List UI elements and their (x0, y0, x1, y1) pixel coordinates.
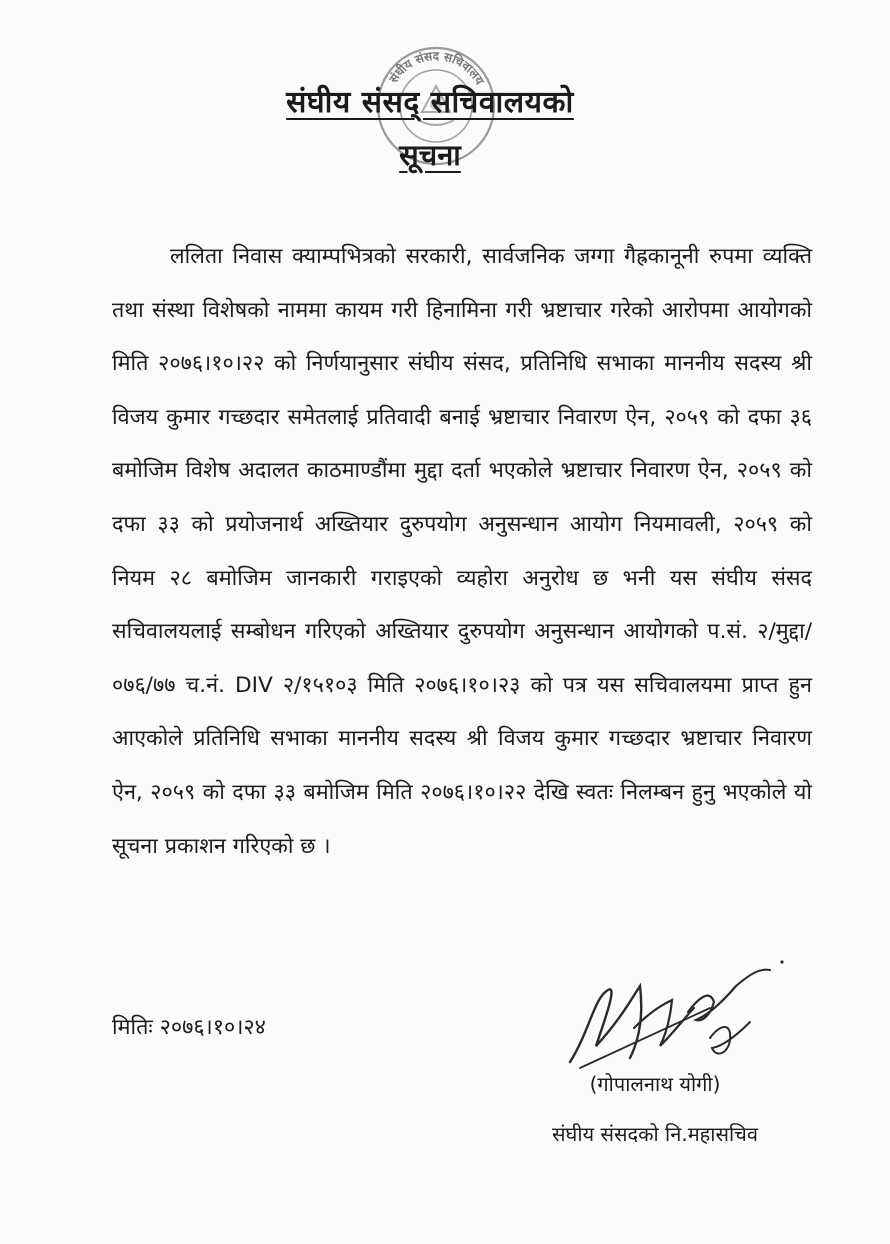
seal-text: संघीय संसद सचिवालय (386, 48, 487, 88)
page-title: संघीय संसद् सचिवालयको (286, 85, 574, 120)
signer-name: (गोपालनाथ योगी) (589, 1072, 721, 1096)
handwritten-signature (560, 950, 790, 1080)
notice-heading: सूचना (399, 138, 461, 172)
notice-body: ललिता निवास क्याम्पभित्रको सरकारी, सार्वजनिक जग्गा गैह्रकानूनी रुपमा व्यक्ति तथा संस्था विशेषको नाममा कायम गरी हिनामिना गरी भ्रष्टाचार गरेको आरोपमा आयोगको मिति २०७६।१०।२२ को निर्णयानुसार संघीय संसद, प्रतिनिधि सभाका माननीय सदस्य श्री विजय कुमार गच्छदार समेतलाई प्रतिवादी बनाई भ्रष्टाचार निवारण ऐन, २०५९ को दफा ३६ बमोजिम विशेष अदालत काठमाण्डौंमा मुद्दा दर्ता भएकोले भ्रष्टाचार निवारण ऐन, २०५९ को दफा ३३ को प्रयोजनार्थ अख्तियार दुरुपयोग अनुसन्धान आयोग नियमावली, २०५९ को नियम २८ बमोजिम जानकारी गराइएको व्यहोरा अनुरोध छ भनी यस संघीय संसद सचिवालयलाई सम्बोधन गरिएको अख्तियार दुरुपयोग अनुसन्धान आयोगको प.सं. २/मुद्दा/०७६/७७ च.नं. DIV २/१५१०३ मिति २०७६।१०।२३ को पत्र यस सचिवालयमा प्राप्त हुन आएकोले प्रतिनिधि सभाका माननीय सदस्य श्री विजय कुमार गच्छदार भ्रष्टाचार निवारण ऐन, २०५९ को दफा ३३ बमोजिम मिति २०७६।१०।२२ देखि स्वतः निलम्बन हुनु भएकोले यो सूचना प्रकाशन गरिएको छ । (112, 244, 812, 859)
signer-title: संघीय संसदको नि.महासचिव (552, 1122, 758, 1146)
notice-date: मितिः २०७६।१०।२४ (112, 1015, 266, 1040)
